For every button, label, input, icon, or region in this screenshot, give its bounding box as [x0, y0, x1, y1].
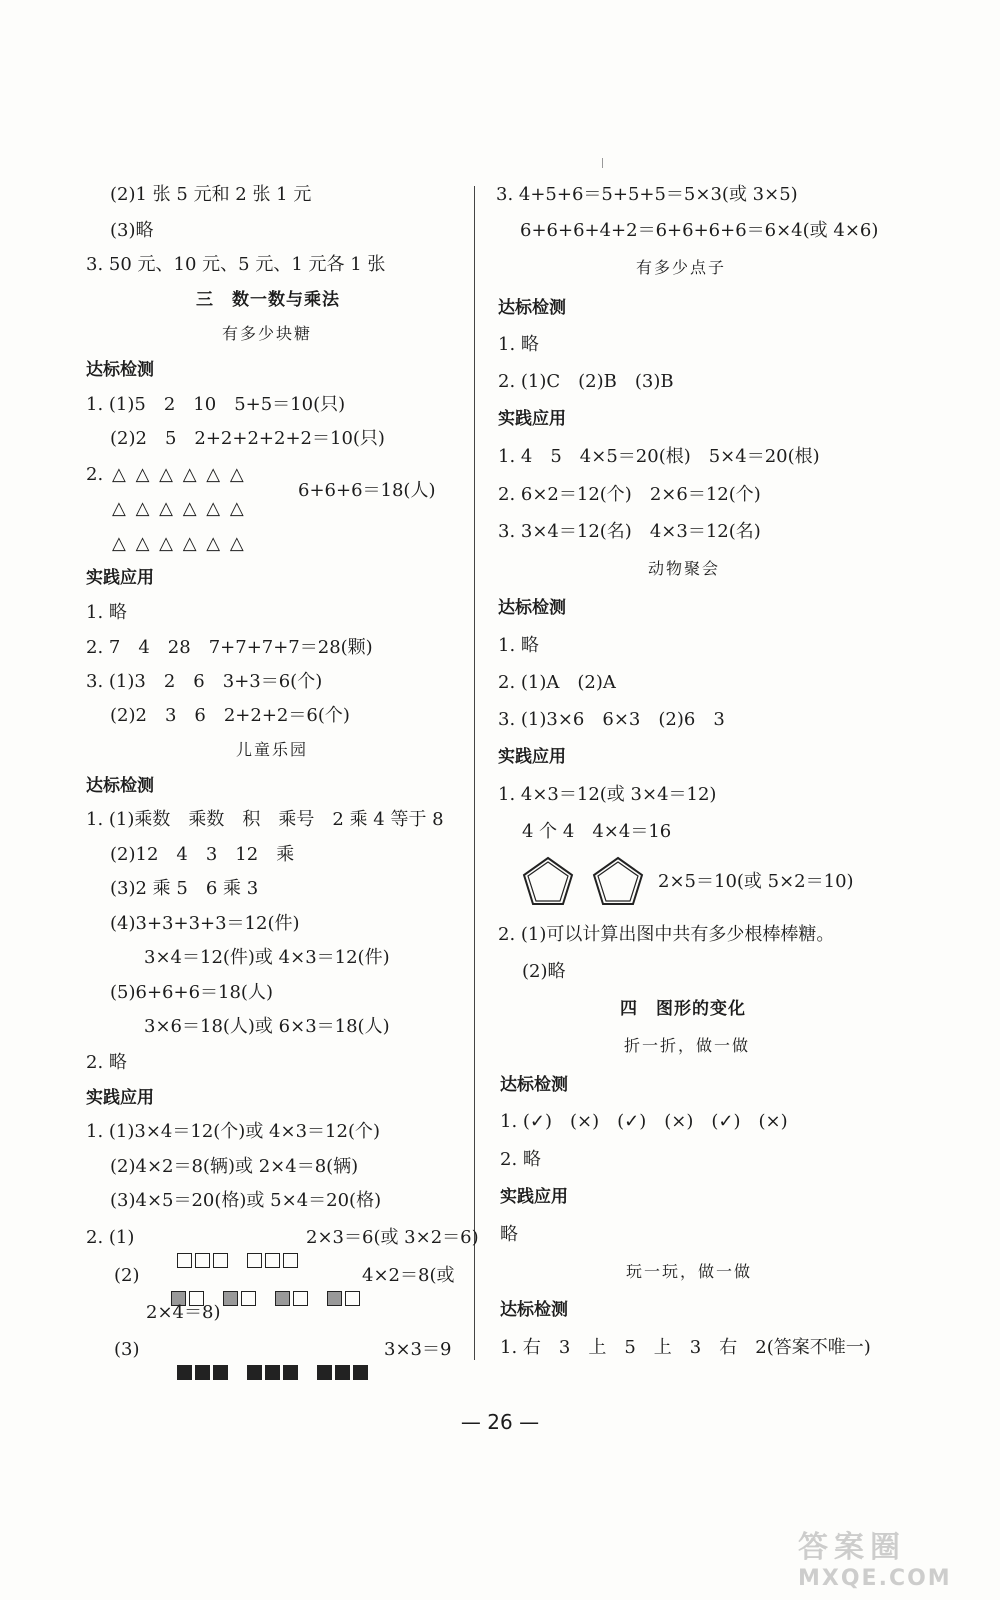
answer-line: 3×4＝12(件)或 4×3＝12(件) [144, 947, 390, 968]
triangle-row: △ △ △ △ △ △ [112, 533, 246, 554]
top-tick-mark [602, 158, 603, 168]
lesson-title: 有多少块糖 [222, 324, 313, 343]
pentagon-figure [520, 854, 660, 910]
square-groups-shaded [148, 1264, 363, 1336]
answer-line: (2)2 5 2+2+2+2+2＝10(只) [110, 428, 385, 449]
answer-line: 1. 4×3＝12(或 3×4＝12) [498, 784, 717, 805]
answer-line: (3)2 乘 5 6 乘 3 [110, 878, 259, 899]
answer-line: 4 个 4 4×4＝16 [522, 821, 672, 842]
section-heading: 实践应用 [86, 1088, 154, 1108]
square-icon [283, 1365, 298, 1380]
section-heading: 达标检测 [500, 1300, 568, 1320]
chapter-title: 四 图形的变化 [620, 999, 746, 1019]
question-number: 2. (1) [86, 1227, 135, 1248]
section-heading: 达标检测 [498, 298, 566, 318]
question-number: 2. [86, 464, 104, 485]
answer-line: (2)4×2＝8(辆)或 2×4＝8(辆) [110, 1156, 359, 1177]
answer-line: 1. (✓) (×) (✓) (×) (✓) (×) [500, 1111, 788, 1132]
answer-line: 2. 略 [500, 1149, 541, 1170]
square-icon [265, 1365, 280, 1380]
watermark-logo [798, 1522, 978, 1591]
page-number: — 26 — [460, 1410, 540, 1434]
lesson-title: 儿童乐园 [236, 740, 309, 759]
answer-line: 2. 6×2＝12(个) 2×6＝12(个) [498, 484, 761, 505]
answer-line: 3. 4+5+6＝5+5+5＝5×3(或 3×5) [496, 184, 798, 205]
answer-line: 略 [500, 1224, 518, 1245]
chapter-title: 三 数一数与乘法 [196, 290, 340, 310]
answer-line: 3. (1)3 2 6 3+3＝6(个) [86, 671, 323, 692]
answer-line: 2. (1)A (2)A [498, 672, 616, 693]
answer-line: 2. 略 [86, 1052, 127, 1073]
triangle-row: △ △ △ △ △ △ [112, 464, 246, 485]
section-heading: 实践应用 [498, 409, 566, 429]
square-icon [213, 1365, 228, 1380]
question-number: (2) [114, 1265, 140, 1286]
answer-line: 2. (1)C (2)B (3)B [498, 371, 674, 392]
square-icon [293, 1291, 308, 1306]
answer-line: 1. 略 [498, 334, 539, 355]
watermark-text: 答案圈 [798, 1530, 906, 1565]
square-groups-filled [154, 1338, 371, 1410]
lesson-title: 玩一玩，做一做 [626, 1262, 753, 1281]
answer-line: (2)1 张 5 元和 2 张 1 元 [110, 184, 312, 205]
answer-line: 2×3＝6(或 3×2＝6) [306, 1227, 479, 1248]
section-heading: 达标检测 [500, 1075, 568, 1095]
square-icon [275, 1291, 290, 1306]
answer-line: 1. 略 [498, 635, 539, 656]
square-icon [317, 1365, 332, 1380]
section-heading: 达标检测 [86, 360, 154, 380]
square-icon [247, 1365, 262, 1380]
answer-line: 6+6+6＝18(人) [298, 480, 436, 501]
answer-line: 1. (1)乘数 乘数 积 乘号 2 乘 4 等于 8 [86, 809, 444, 830]
answer-line: 3. 50 元、10 元、5 元、1 元各 1 张 [86, 254, 386, 275]
answer-line: (2)2 3 6 2+2+2＝6(个) [110, 705, 350, 726]
lesson-title: 动物聚会 [648, 559, 721, 578]
answer-line: 1. 略 [86, 602, 127, 623]
square-icon [195, 1365, 210, 1380]
square-icon [241, 1291, 256, 1306]
answer-line: 3×6＝18(人)或 6×3＝18(人) [144, 1016, 390, 1037]
answer-line: (4)3+3+3+3＝12(件) [110, 913, 300, 934]
section-heading: 实践应用 [498, 747, 566, 767]
square-icon [345, 1291, 360, 1306]
watermark-url: MXQE.COM [798, 1566, 952, 1591]
answer-line: (2)12 4 3 12 乘 [110, 844, 295, 865]
answer-line: 4×2＝8(或 [362, 1265, 455, 1286]
square-icon [353, 1365, 368, 1380]
lesson-title: 折一折，做一做 [624, 1036, 751, 1055]
section-heading: 达标检测 [86, 776, 154, 796]
section-heading: 实践应用 [500, 1187, 568, 1207]
answer-line: 1. 4 5 4×5＝20(根) 5×4＝20(根) [498, 446, 820, 467]
answer-line: (3)4×5＝20(格)或 5×4＝20(格) [110, 1190, 382, 1211]
question-number: (3) [114, 1339, 140, 1360]
column-divider [474, 186, 475, 1360]
answer-line: (2)略 [522, 961, 566, 982]
triangle-row: △ △ △ △ △ △ [112, 498, 246, 519]
answer-line: 2. (1)可以计算出图中共有多少根棒棒糖。 [498, 924, 835, 945]
answer-line: 3. 3×4＝12(名) 4×3＝12(名) [498, 521, 761, 542]
answer-line: 2×4＝8) [146, 1302, 221, 1323]
square-icon [335, 1365, 350, 1380]
answer-line: 1. 右 3 上 5 上 3 右 2(答案不唯一) [500, 1337, 871, 1358]
answer-line: 1. (1)5 2 10 5+5＝10(只) [86, 394, 346, 415]
square-icon [327, 1291, 342, 1306]
square-icon [177, 1365, 192, 1380]
answer-line: (3)略 [110, 220, 154, 241]
answer-line: (5)6+6+6＝18(人) [110, 982, 273, 1003]
answer-line: 6+6+6+4+2＝6+6+6+6＝6×4(或 4×6) [520, 220, 879, 241]
pentagon-icon [594, 858, 642, 904]
section-heading: 实践应用 [86, 568, 154, 588]
answer-line: 3×3＝9 [384, 1339, 452, 1360]
section-heading: 达标检测 [498, 598, 566, 618]
answer-line: 2×5＝10(或 5×2＝10) [658, 871, 854, 892]
square-icon [223, 1291, 238, 1306]
lesson-title: 有多少点子 [636, 258, 727, 277]
answer-line: 1. (1)3×4＝12(个)或 4×3＝12(个) [86, 1121, 380, 1142]
answer-line: 2. 7 4 28 7+7+7+7＝28(颗) [86, 637, 373, 658]
answer-line: 3. (1)3×6 6×3 (2)6 3 [498, 709, 725, 730]
pentagon-icon [524, 858, 572, 904]
